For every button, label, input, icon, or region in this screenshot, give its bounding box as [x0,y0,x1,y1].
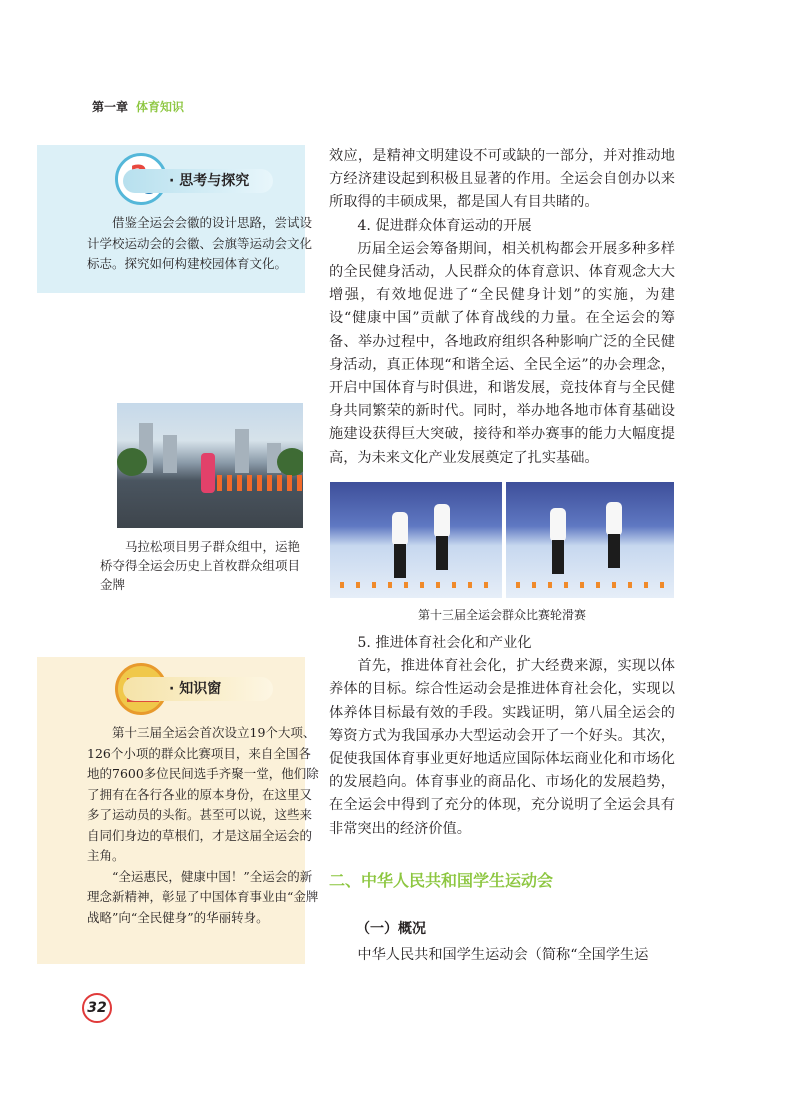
main-text-lower [329,632,675,841]
intro-paragraph: 效应，是精神文明建设不可或缺的一部分，并对推动地方经济建设起到积极且显著的作用。全运会自创办以来所取得的丰硕成果，都是国人有目共睹的。 [329,148,675,211]
marathon-caption: 马拉松项目男子群众组中，运艳桥夺得全运会历史上首枚群众组项目金牌 [100,539,301,592]
page-number: 32 [82,993,112,1023]
chapter-number: 第一章 [92,100,129,114]
knowledge-paragraph-1: 第十三届全运会首次设立19个大项、126个小项的群众比赛项目，来自全国各地的7600多位民间选手齐聚一堂，他们除了拥有在各行各业的原本身份，在这里又多了运动员的头衔。甚至可以说，这些来自同们身边的草根们，才是这届全运会的主角。 [87,725,319,863]
think-box-text [87,213,319,275]
last-paragraph: 中华人民共和国学生运动会（简称“全国学生运 [357,947,649,963]
knowledge-window-box [37,657,319,964]
runner-figure [201,453,215,493]
section-title: 二、中华人民共和国学生运动会 [329,871,554,890]
heading-5: 5. 推进体育社会化和产业化 [357,635,532,651]
think-explore-box [37,145,313,293]
think-box-paragraph: 借鉴全运会会徽的设计思路，尝试设计学校运动会的会徽、会旗等运动会文化标志。探究如何构建校园体育文化。 [87,215,313,271]
chapter-title: 体育知识 [136,100,185,114]
skating-photo-right [506,482,674,598]
paragraph-4: 历届全运会筹备期间，相关机构都会开展多种多样的全民健身活动，人民群众的体育意识、体育观念大大增强，有效地促进了“全民健身计划”的实施，为建设“健康中国”贡献了体育战线的力量。在全运会的筹备、举办过程中，各地政府组织各种影响广泛的全民健身活动，真正体现“和谐全运、全民全运”的办会理念，开启中国体育与时俱进，和谐发展，竞技体育与全民健身共同繁荣的新时代。同时，举办地各地市体育基础设施建设获得巨大突破，接待和举办赛事的能力大幅度提高，为未来文化产业发展奠定了扎实基础。 [329,240,675,466]
chapter-header [92,98,184,115]
heading-4: 4. 促进群众体育运动的开展 [357,217,532,234]
skating-caption: 第十三届全运会群众比赛轮滑赛 [417,608,586,622]
skating-photo-left [330,482,502,598]
paragraph-5: 首先，推进体育社会化，扩大经费来源，实现以体养体的目标。综合性运动会是推进体育社会化，实现以体养体目标最有效的手段。实践证明，第八届全运会的筹资方式为我国承办大型运动会开了一个好头。其次，促使我国体育事业更好地适应国际体坛商业化和市场化的发展趋向。体育事业的商品化、市场化的发展趋势，在全运会中得到了充分的体现，充分说明了全运会具有非常突出的经济价值。 [329,658,675,837]
main-text-upper [329,145,675,470]
think-box-title: · 思考与探究 [123,169,273,193]
knowledge-box-title: · 知识窗 [123,677,273,701]
knowledge-box-text [87,723,319,928]
marathon-photo [117,403,303,528]
knowledge-paragraph-2: “全运惠民，健康中国！”全运会的新理念新精神，彰显了中国体育事业由“金牌战略”向“全民健身”的华丽转身。 [87,868,319,925]
subsection-title: （一）概况 [356,921,426,937]
